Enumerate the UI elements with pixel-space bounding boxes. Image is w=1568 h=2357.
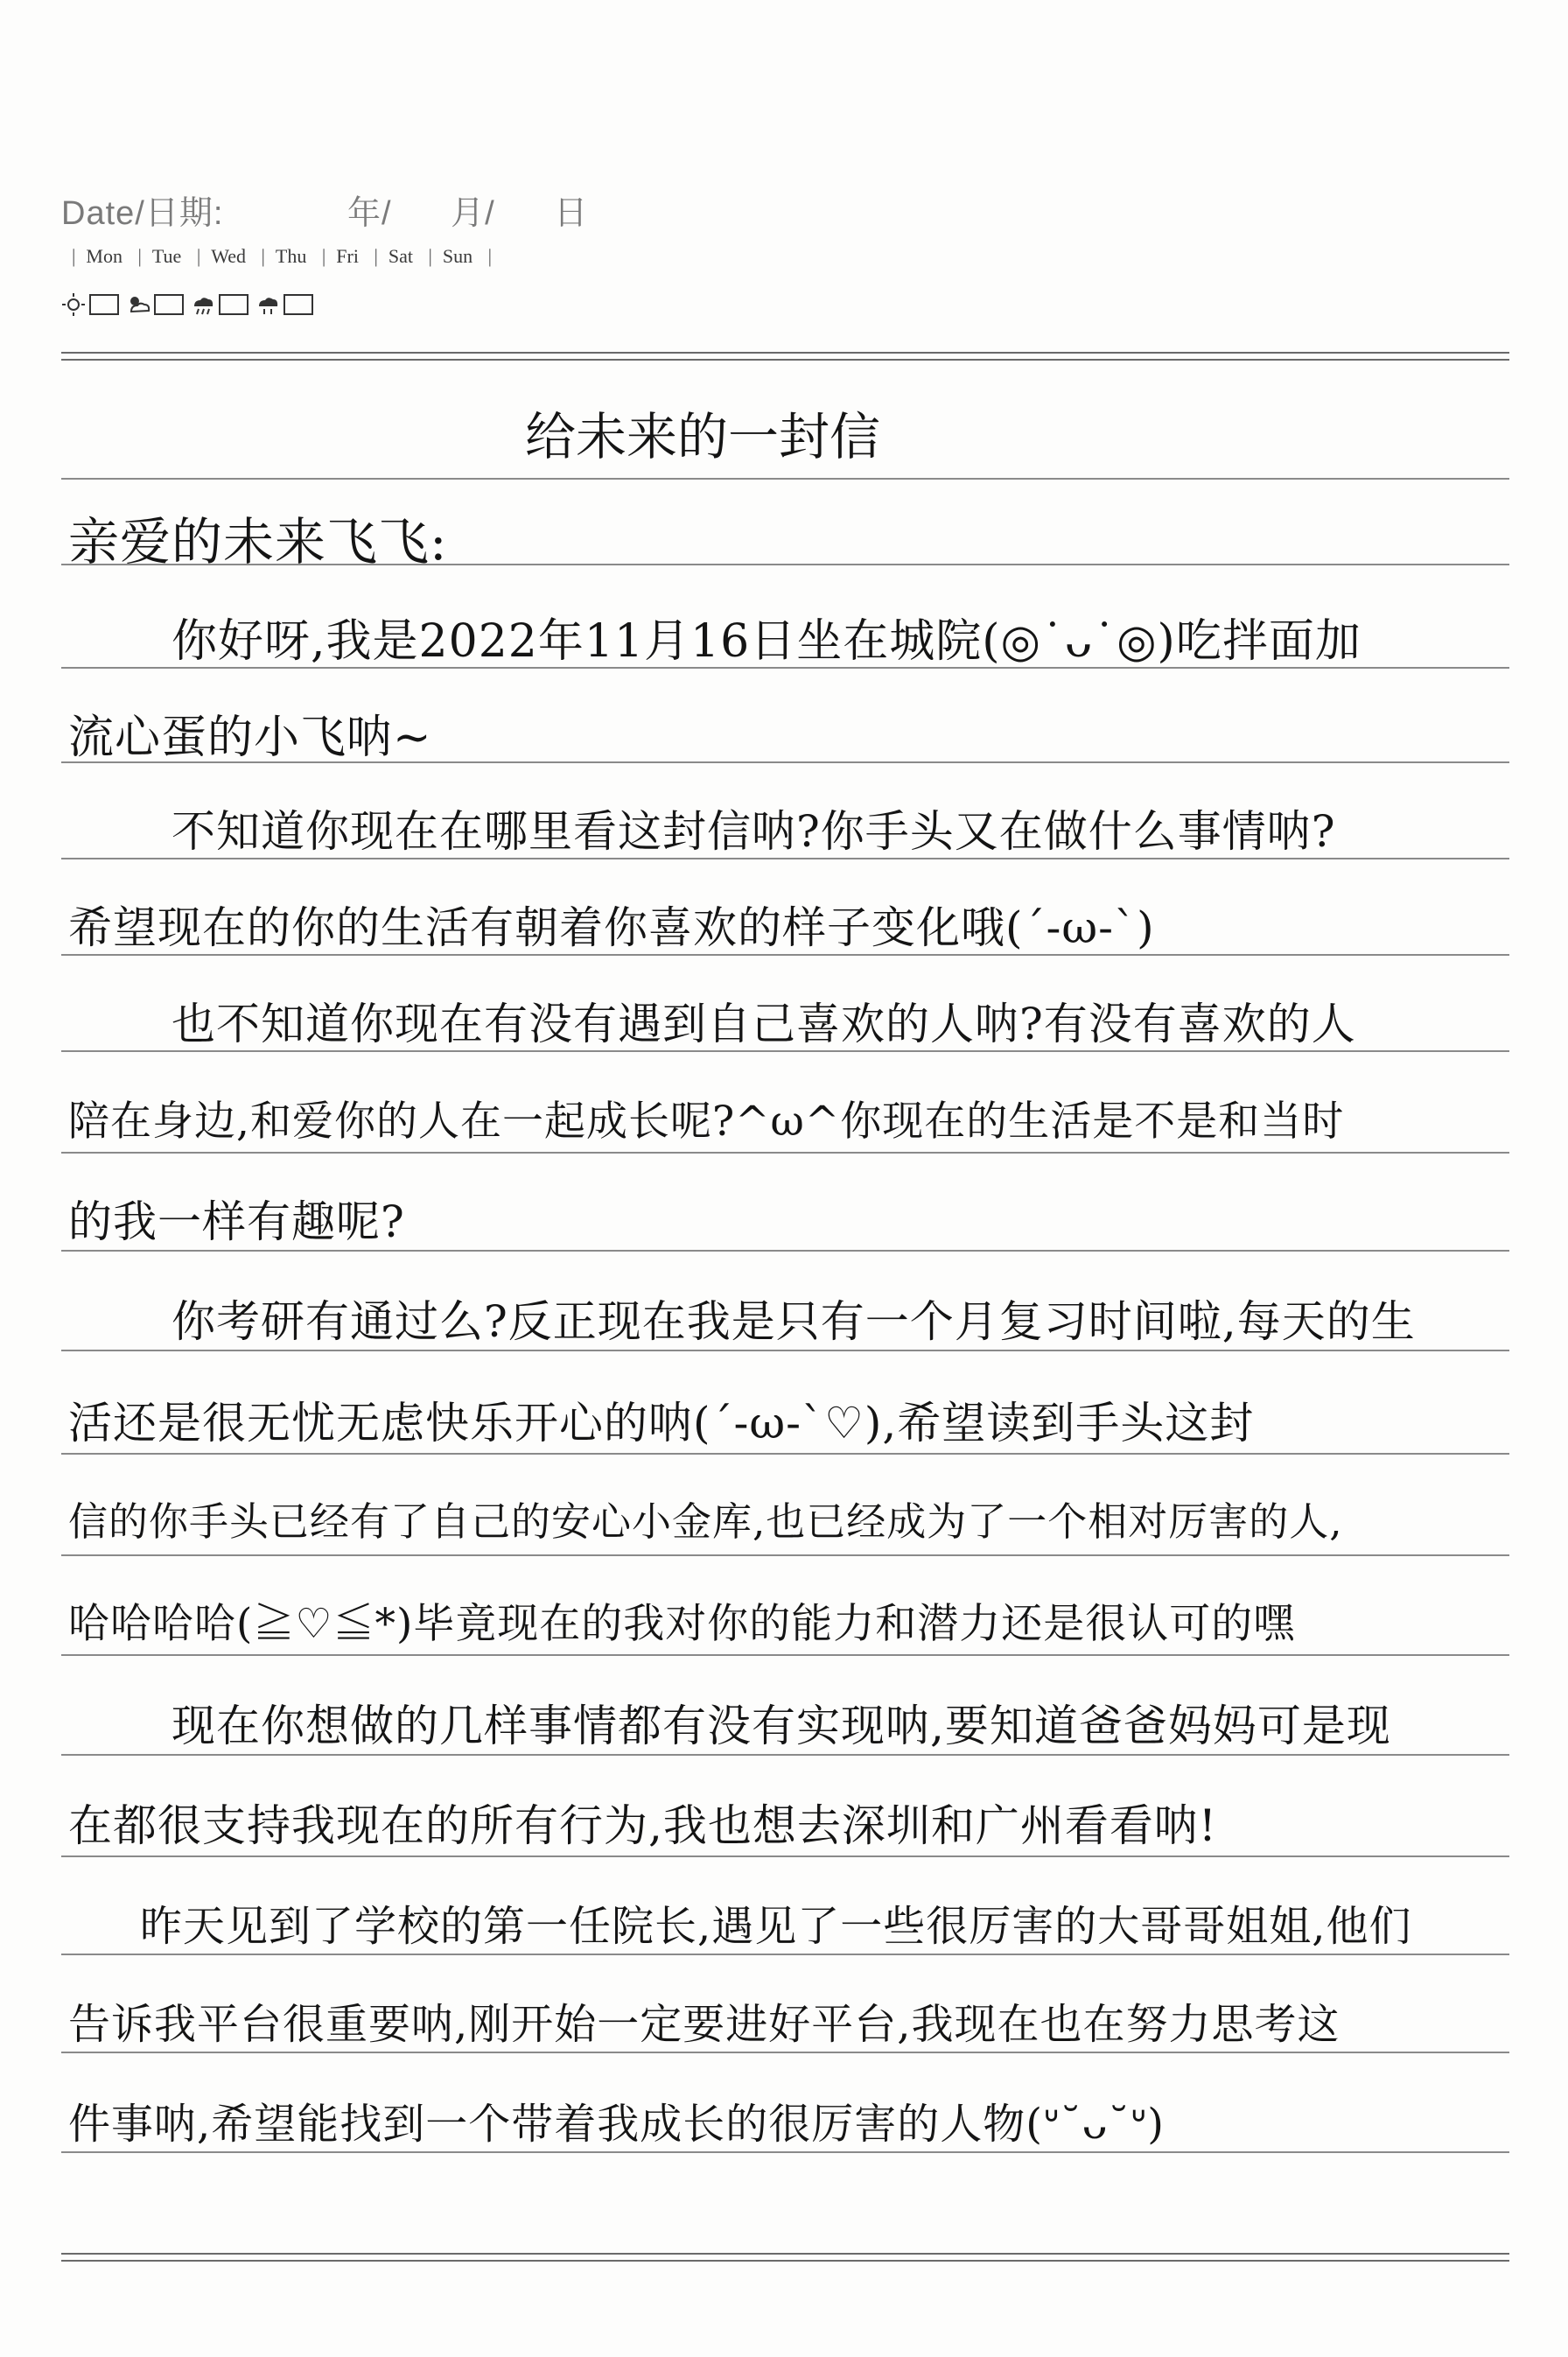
weekday-thu: Thu [275,245,307,267]
sun-icon [61,292,86,317]
ruled-line [61,1453,1509,1455]
ruled-line [61,1855,1509,1857]
weekday-sat: Sat [388,245,413,267]
rain-icon [191,292,215,317]
letter-title: 给未来的一封信 [525,407,881,466]
date-month: 月/ [451,195,495,232]
letter-line: 现在你想做的几样事情都有没有实现呐,要知道爸爸妈妈可是现 [172,1701,1391,1751]
ruled-line [61,1152,1509,1154]
letter-line: 信的你手头已经有了自己的安心小金库,也已经成为了一个相对厉害的人, [68,1498,1343,1545]
weather-checkbox-rain[interactable] [219,294,248,315]
letter-line: 希望现在的你的生活有朝着你喜欢的样子变化哦(´-ω-`) [68,902,1155,953]
weekday-wed: Wed [211,245,246,267]
weekday-fri: Fri [336,245,359,267]
letter-line: 昨天见到了学校的第一任院长,遇见了一些很厉害的大哥哥姐姐,他们 [140,1902,1412,1951]
letter-line: 活还是很无忧无虑快乐开心的呐(´-ω-`♡),希望读到手头这封 [68,1398,1255,1449]
ruled-line [61,1654,1509,1656]
letter-line: 你好呀,我是2022年11月16日坐在城院(◎˙ᴗ˙◎)吃拌面加 [172,615,1362,668]
letter-line: 不知道你现在在哪里看这封信呐?你手头又在做什么事情呐? [172,806,1336,857]
ruled-line [61,1754,1509,1756]
letter-line: 流心蛋的小飞呐~ [68,712,432,764]
letter-line: 在都很支持我现在的所有行为,我也想去深圳和广州看看呐! [68,1800,1217,1851]
weather-checkbox-sun[interactable] [89,294,119,315]
ruled-line [61,1250,1509,1252]
ruled-line [61,1350,1509,1351]
letter-line: 哈哈哈哈(≧♡≦*)毕竟现在的我对你的能力和潜力还是很认可的嘿 [68,1600,1296,1648]
ruled-line [61,1554,1509,1556]
letter-line: 陪在身边,和爱你的人在一起成长呢?^ω^你现在的生活是不是和当时 [68,1098,1345,1146]
weekday-sun: Sun [442,245,473,267]
letter-line: 也不知道你现在有没有遇到自己喜欢的人呐?有没有喜欢的人 [172,999,1356,1049]
weekday-tue: Tue [151,245,182,267]
date-label: Date/日期: [61,195,224,232]
salutation: 亲爱的未来飞飞: [68,512,448,572]
weather-row [61,292,317,317]
bottom-double-rule [61,2253,1509,2262]
weather-checkbox-storm[interactable] [284,294,313,315]
cloud-rain-icon [256,292,280,317]
weekday-mon: Mon [86,245,122,267]
ruled-line [61,478,1509,480]
ruled-line [61,2151,1509,2153]
top-double-rule [61,352,1509,361]
partly-cloudy-icon [126,292,150,317]
ruled-line [61,2052,1509,2053]
letter-line: 件事呐,希望能找到一个带着我成长的很厉害的人物(ᐡ˘ᴗ˘ᐡ) [68,2100,1165,2149]
weather-checkbox-cloudy[interactable] [154,294,184,315]
date-header [61,186,588,234]
letter-line: 的我一样有趣呢? [68,1196,405,1247]
date-day: 日 [554,195,589,232]
date-year: 年/ [346,195,392,232]
weekday-row: | Mon | Tue | Wed | Thu | Fri | Sat | Sun | [72,245,493,267]
ruled-line [61,1954,1509,1955]
letter-line: 你考研有通过么?反正现在我是只有一个月复习时间啦,每天的生 [172,1296,1416,1347]
letter-line: 告诉我平台很重要呐,刚开始一定要进好平台,我现在也在努力思考这 [68,2000,1340,2049]
